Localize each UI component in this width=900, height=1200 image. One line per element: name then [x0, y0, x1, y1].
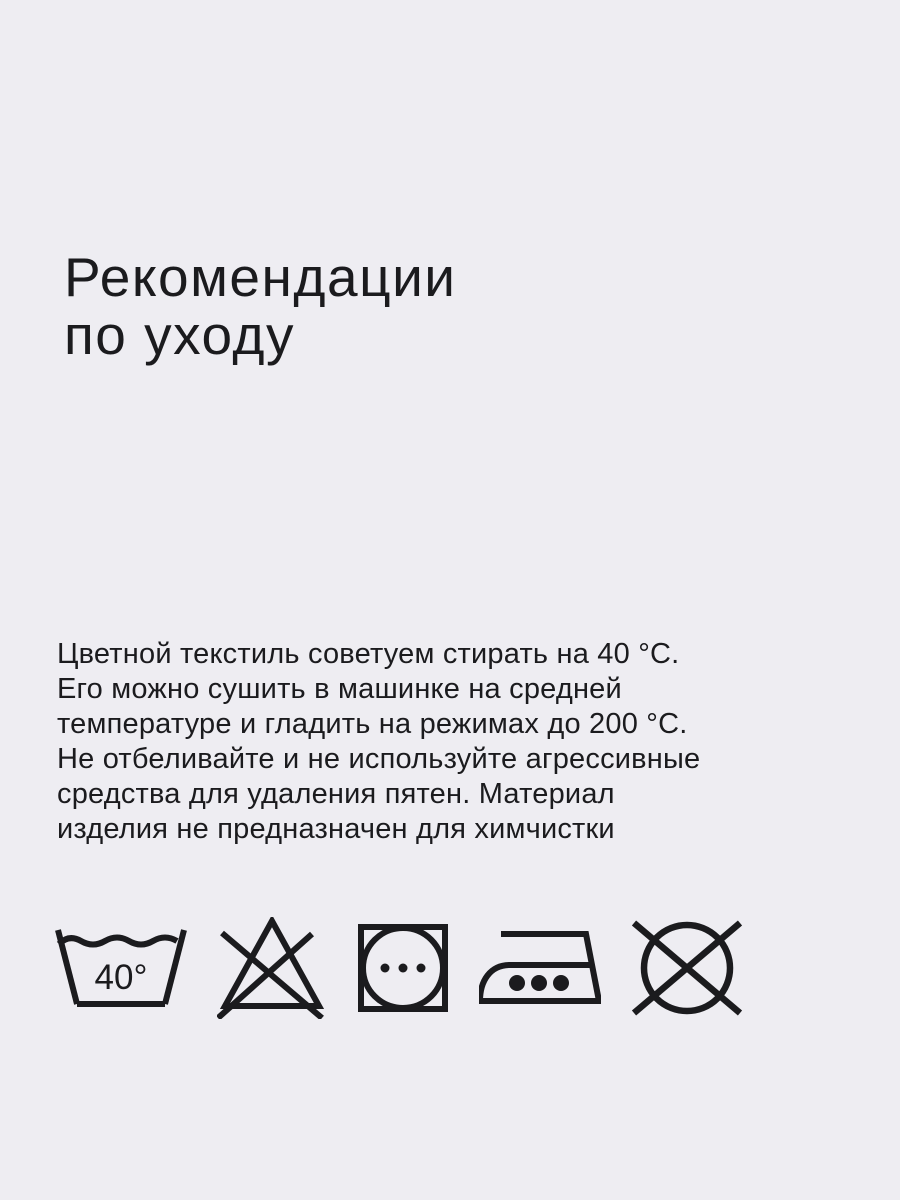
bleach-triangle	[225, 921, 319, 1006]
tumble-dry-dot	[399, 964, 408, 973]
care-description-line: средства для удаления пятен. Материал	[57, 778, 615, 810]
care-description-line: Цветной текстиль советуем стирать на 40 °C.	[57, 638, 680, 670]
iron-dot	[531, 975, 547, 991]
page-title-line-1: Рекомендации	[64, 246, 457, 308]
tumble-dry-dot	[417, 964, 426, 973]
care-description-line: Его можно сушить в машинке на средней	[57, 673, 622, 705]
tumble-dry-dot	[381, 964, 390, 973]
iron-dot	[553, 975, 569, 991]
page-title	[64, 248, 457, 364]
page-title-line-2: по уходу	[64, 304, 296, 366]
do-not-bleach-icon	[217, 917, 327, 1019]
wash-temperature-label: 40°	[94, 958, 148, 997]
care-description-line: температуре и гладить на режимах до 200 °C.	[57, 708, 688, 740]
wash-tub-water-line	[59, 938, 177, 945]
care-description	[57, 637, 700, 847]
tumble-dry-three-dots-icon	[357, 923, 449, 1013]
care-symbols-row	[55, 917, 755, 1019]
iron-three-dots-icon	[479, 931, 601, 1005]
iron-dot	[509, 975, 525, 991]
care-description-line: Не отбеливайте и не используйте агрессивные	[57, 743, 701, 775]
do-not-dry-clean-icon	[631, 919, 743, 1017]
care-description-line: изделия не предназначен для химчистки	[57, 813, 615, 845]
wash-tub-icon	[55, 928, 187, 1008]
